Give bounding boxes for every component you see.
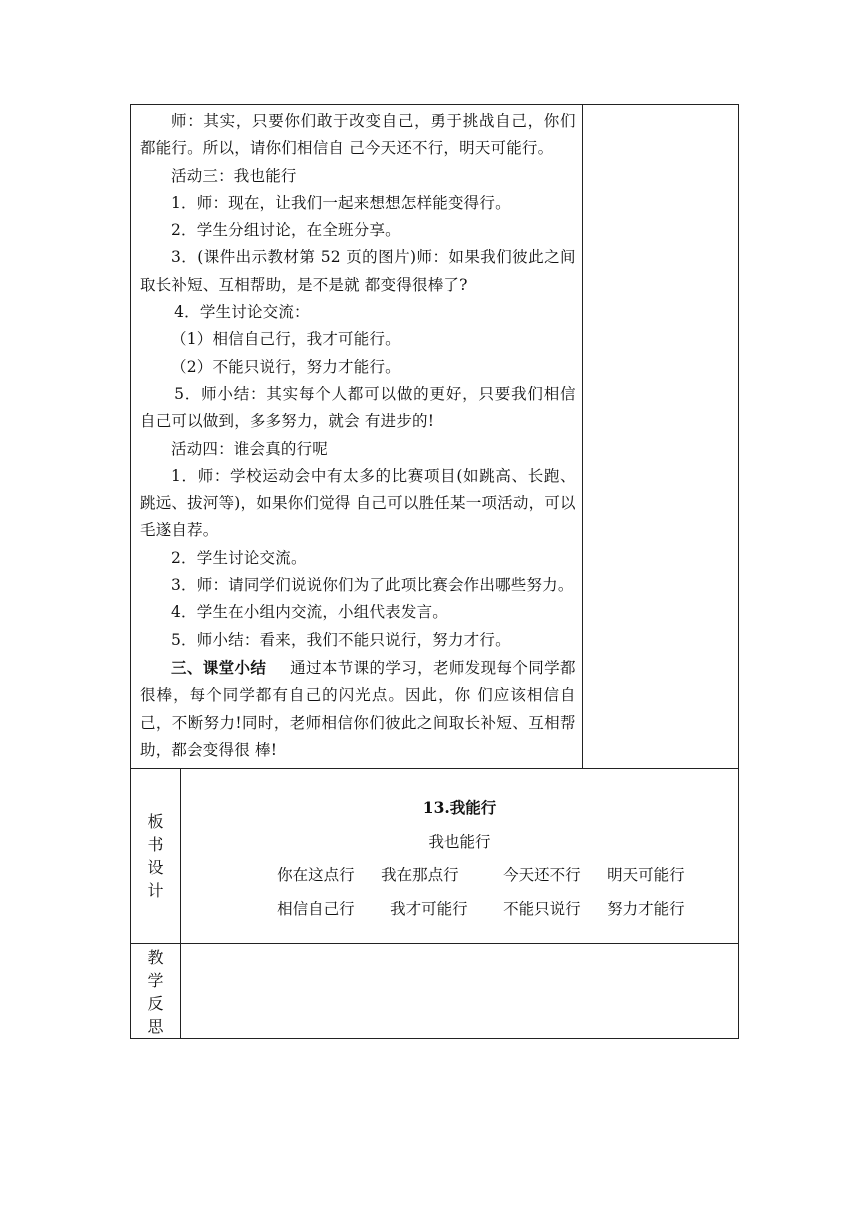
activity-heading: 活动三：我也能行 bbox=[171, 166, 297, 185]
label-char: 思 bbox=[147, 1017, 164, 1037]
text-line: （1）相信自己行，我才可能行。 bbox=[171, 330, 401, 349]
text-line: 4．学生在小组内交流，小组代表发言。 bbox=[171, 603, 448, 622]
text-line: 2．学生分组讨论，在全班分享。 bbox=[171, 221, 401, 240]
notes-cell bbox=[582, 105, 738, 769]
teaching-process-row bbox=[131, 105, 739, 769]
board-phrase: 不能只说行 bbox=[503, 900, 581, 919]
label-char: 板 bbox=[147, 812, 164, 832]
reflection-row bbox=[131, 944, 739, 1039]
text-line: （2）不能只说行，努力才能行。 bbox=[171, 357, 401, 376]
board-phrase: 明天可能行 bbox=[607, 866, 685, 885]
board-phrase: 今天还不行 bbox=[503, 866, 581, 885]
lesson-plan-table bbox=[130, 104, 739, 1039]
text-line: 2．学生讨论交流。 bbox=[171, 548, 307, 567]
board-phrase: 努力才能行 bbox=[607, 900, 685, 919]
text-line: 3．师：请同学们说说你们为了此项比赛会作出哪些努力。 bbox=[171, 576, 574, 595]
label-char: 学 bbox=[147, 971, 164, 991]
text-line: 1．师：现在，让我们一起来想想怎样能变得行。 bbox=[171, 193, 511, 212]
summary-paragraph bbox=[140, 654, 576, 764]
text-line: 1．师：学校运动会中有太多的比赛项目(如跳高、长跑、跳远、拔河等)，如果你们觉得 自己可以胜任某一项活动，可以毛遂自荐。 bbox=[140, 466, 576, 540]
board-phrase: 我才可能行 bbox=[390, 900, 468, 919]
board-phrase: 我在那点行 bbox=[381, 866, 459, 885]
board-row-2 bbox=[277, 897, 737, 921]
label-char: 教 bbox=[147, 948, 164, 968]
label-char: 计 bbox=[147, 881, 164, 901]
label-char: 设 bbox=[147, 858, 164, 878]
board-design-row bbox=[131, 769, 739, 944]
activity-heading: 活动四：谁会真的行呢 bbox=[171, 439, 329, 458]
summary-text: 通过本节课的学习，老师发现每个同学都很棒，每个同学都有自己的闪光点。因此，你 们应该相信自己，不断努力!同时，老师相信你们彼此之间取长补短、互相帮助，都会变得很 棒! bbox=[140, 658, 576, 759]
board-phrase: 你在这点行 bbox=[277, 866, 355, 885]
text-line: 3．(课件出示教材第 52 页的图片)师：如果我们彼此之间取长补短、互相帮助，是不是就 都变得很棒了? bbox=[140, 248, 576, 294]
teaching-process-cell bbox=[131, 105, 583, 769]
reflection-content bbox=[181, 944, 739, 1039]
board-phrase: 相信自己行 bbox=[277, 900, 355, 919]
label-char: 书 bbox=[147, 835, 164, 855]
board-design-label bbox=[131, 769, 181, 944]
board-title: 13.我能行 bbox=[422, 798, 497, 818]
board-row-1 bbox=[277, 863, 737, 887]
reflection-label bbox=[131, 944, 181, 1039]
text-line: 5．师小结：看来，我们不能只说行，努力才行。 bbox=[171, 630, 511, 649]
text-line: 4．学生讨论交流： bbox=[174, 303, 310, 322]
summary-heading: 三、课堂小结 bbox=[171, 657, 267, 677]
board-subtitle: 我也能行 bbox=[428, 833, 491, 852]
text-line: 5．师小结：其实每个人都可以做的更好，只要我们相信自己可以做到，多多努力，就会 有进步的! bbox=[140, 384, 576, 431]
text-line: 师：其实，只要你们敢于改变自己，勇于挑战自己，你们都能行。所以，请你们相信自 己今天还不行，明天可能行。 bbox=[140, 112, 576, 158]
label-char: 反 bbox=[147, 994, 164, 1014]
board-design-content bbox=[181, 769, 739, 944]
teaching-process-text bbox=[131, 105, 582, 768]
